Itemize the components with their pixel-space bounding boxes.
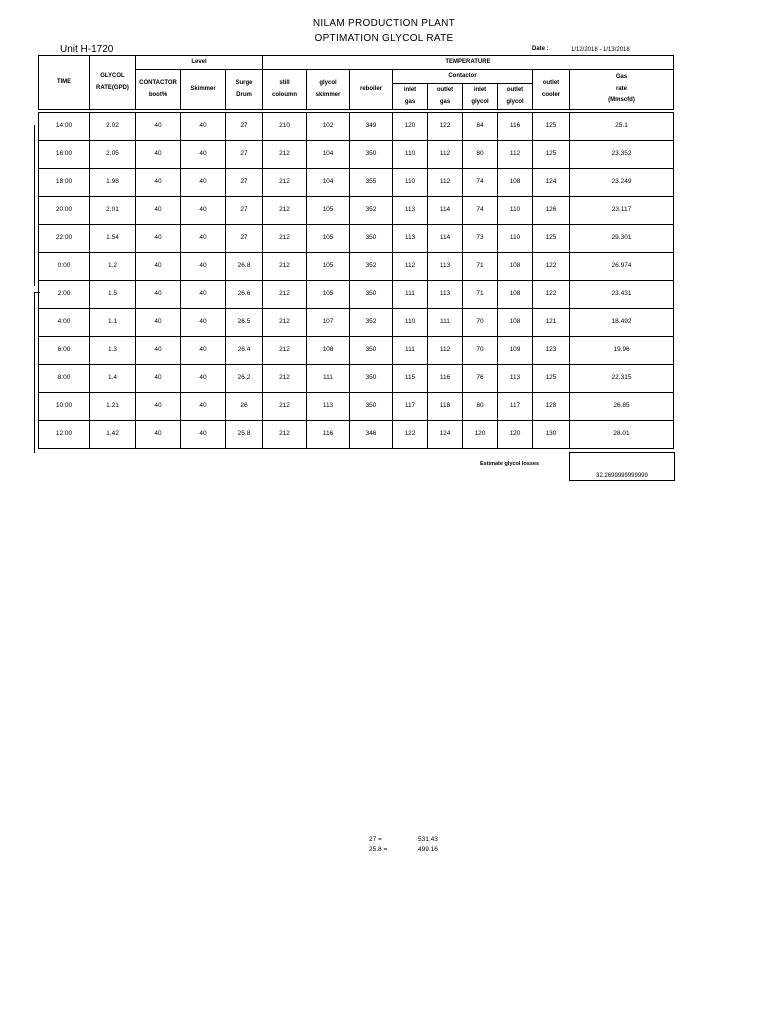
cell-outlet-gas: 112: [428, 337, 463, 365]
cell-glycol-skimmer: 104: [307, 169, 350, 197]
cell-glycol-skimmer: 105: [307, 281, 350, 309]
cell-reboiler: 346: [350, 421, 393, 449]
cell-gas-rate: 23.117: [570, 197, 674, 225]
cell-reboiler: 350: [350, 337, 393, 365]
cell-gas-rate: 29.301: [570, 225, 674, 253]
header-contactor-line1: CONTACTOR: [139, 80, 177, 87]
header-still-line2: coloumn: [272, 91, 297, 98]
cell-inlet-glycol: 80: [463, 141, 498, 169]
header-surge-line1: Surge: [235, 80, 253, 87]
cell-outlet-glycol: 112: [498, 141, 533, 169]
cell-outlet-gas: 111: [428, 309, 463, 337]
cell-outlet-gas: 124: [428, 421, 463, 449]
cell-outlet-gas: 112: [428, 169, 463, 197]
left-bracket-lower: [34, 292, 35, 453]
cell-reboiler: 350: [350, 141, 393, 169]
cell-contactor-boot: 40: [136, 281, 181, 309]
cell-reboiler: 350: [350, 393, 393, 421]
cell-time: 22:00: [39, 225, 90, 253]
cell-glycol-skimmer: 108: [307, 337, 350, 365]
cell-surge-drum: 26.6: [226, 281, 263, 309]
unit-label: Unit H-1720: [60, 44, 114, 55]
cell-contactor-boot: 40: [136, 253, 181, 281]
cell-reboiler: 350: [350, 225, 393, 253]
cell-glycol-rate: 1.98: [90, 169, 136, 197]
glycol-loss-box: [569, 452, 675, 481]
table-row: [39, 197, 674, 225]
header-gas-line3: (Mmscfd): [608, 97, 635, 104]
cell-inlet-gas: 120: [393, 113, 428, 141]
calc-value-1: 531.43: [418, 836, 438, 843]
cell-time: 2:00: [39, 281, 90, 309]
cell-contactor-boot: 40: [136, 225, 181, 253]
header-outlet-gas: [428, 84, 463, 110]
cell-inlet-glycol: 71: [463, 253, 498, 281]
cell-inlet-gas: 111: [393, 337, 428, 365]
cell-inlet-gas: 115: [393, 365, 428, 393]
header-gas-rate: [570, 70, 674, 110]
header-contactor-line2: boot%: [148, 91, 168, 98]
cell-glycol-rate: 1.3: [90, 337, 136, 365]
calc-value-2: 499.16: [418, 846, 438, 853]
date-value: 1/12/2018 - 1/13/2018: [571, 47, 630, 53]
cell-still-column: 212: [263, 197, 307, 225]
cell-outlet-glycol: 108: [498, 309, 533, 337]
header-outglycol-line2: glycol: [506, 98, 524, 105]
cell-still-column: 212: [263, 365, 307, 393]
cell-glycol-rate: 2.01: [90, 197, 136, 225]
header-surge-line2: Drum: [236, 91, 252, 98]
cell-reboiler: 355: [350, 169, 393, 197]
cell-inlet-gas: 113: [393, 225, 428, 253]
cell-skimmer: 40: [181, 197, 226, 225]
cell-reboiler: 350: [350, 281, 393, 309]
cell-time: 4:00: [39, 309, 90, 337]
cell-glycol-skimmer: 113: [307, 393, 350, 421]
cell-still-column: 212: [263, 421, 307, 449]
cell-outlet-glycol: 120: [498, 421, 533, 449]
table-row: [39, 309, 674, 337]
cell-gas-rate: 26.85: [570, 393, 674, 421]
cell-surge-drum: 27: [226, 225, 263, 253]
cell-inlet-glycol: 74: [463, 169, 498, 197]
cell-outlet-cooler: 122: [533, 253, 570, 281]
cell-surge-drum: 25.8: [226, 421, 263, 449]
cell-surge-drum: 26.2: [226, 365, 263, 393]
cell-skimmer: 40: [181, 253, 226, 281]
cell-glycol-rate: 1.1: [90, 309, 136, 337]
cell-outlet-cooler: 128: [533, 393, 570, 421]
cell-time: 16:00: [39, 141, 90, 169]
cell-inlet-gas: 117: [393, 393, 428, 421]
cell-outlet-glycol: 110: [498, 225, 533, 253]
cell-outlet-glycol: 109: [498, 337, 533, 365]
cell-skimmer: 40: [181, 169, 226, 197]
cell-glycol-rate: 1.5: [90, 281, 136, 309]
cell-surge-drum: 26.8: [226, 253, 263, 281]
glycol-loss-label: Estimate glycol losses: [480, 461, 539, 467]
cell-skimmer: 40: [181, 113, 226, 141]
cell-time: 0:00: [39, 253, 90, 281]
cell-still-column: 212: [263, 393, 307, 421]
cell-skimmer: 40: [181, 225, 226, 253]
cell-inlet-glycol: 76: [463, 365, 498, 393]
cell-inlet-gas: 112: [393, 253, 428, 281]
cell-outlet-gas: 122: [428, 113, 463, 141]
cell-inlet-glycol: 74: [463, 197, 498, 225]
header-gas-line1: Gas: [615, 74, 628, 81]
cell-gas-rate: 28.01: [570, 421, 674, 449]
cell-time: 14:00: [39, 113, 90, 141]
cell-skimmer: 40: [181, 421, 226, 449]
cell-reboiler: 350: [350, 365, 393, 393]
cell-glycol-skimmer: 105: [307, 197, 350, 225]
cell-skimmer: 40: [181, 309, 226, 337]
cell-outlet-cooler: 125: [533, 225, 570, 253]
cell-reboiler: 352: [350, 197, 393, 225]
table-row: [39, 253, 674, 281]
cell-reboiler: 349: [350, 113, 393, 141]
cell-outlet-glycol: 108: [498, 253, 533, 281]
cell-inlet-gas: 110: [393, 141, 428, 169]
cell-inlet-glycol: 80: [463, 393, 498, 421]
cell-contactor-boot: 40: [136, 421, 181, 449]
cell-glycol-skimmer: 111: [307, 365, 350, 393]
cell-surge-drum: 26.5: [226, 309, 263, 337]
header-outglycol-line1: outlet: [506, 87, 524, 94]
cell-gas-rate: 19.96: [570, 337, 674, 365]
cell-inlet-glycol: 120: [463, 421, 498, 449]
table-row: [39, 225, 674, 253]
cell-outlet-gas: 116: [428, 365, 463, 393]
cell-glycol-skimmer: 105: [307, 225, 350, 253]
table-row: [39, 281, 674, 309]
cell-glycol-skimmer: 107: [307, 309, 350, 337]
cell-time: 18:00: [39, 169, 90, 197]
header-cooler-line2: cooler: [541, 91, 560, 98]
header-outgas-line1: outlet: [436, 87, 454, 94]
cell-contactor-boot: 40: [136, 169, 181, 197]
cell-contactor-boot: 40: [136, 113, 181, 141]
cell-gas-rate: 25.1: [570, 113, 674, 141]
cell-glycol-rate: 1.42: [90, 421, 136, 449]
cell-still-column: 210: [263, 113, 307, 141]
left-bracket-upper: [34, 125, 35, 286]
table-header: [39, 56, 674, 113]
cell-inlet-glycol: 73: [463, 225, 498, 253]
cell-time: 8:00: [39, 365, 90, 393]
cell-outlet-cooler: 125: [533, 365, 570, 393]
header-outlet-cooler: [533, 70, 570, 110]
cell-time: 20:00: [39, 197, 90, 225]
header-gskim-line2: skimmer: [315, 91, 341, 98]
cell-glycol-rate: 2.02: [90, 113, 136, 141]
cell-gas-rate: 23.352: [570, 141, 674, 169]
cell-surge-drum: 27: [226, 169, 263, 197]
cell-still-column: 212: [263, 141, 307, 169]
cell-inlet-glycol: 84: [463, 113, 498, 141]
table-body: [39, 113, 674, 449]
cell-reboiler: 352: [350, 309, 393, 337]
cell-gas-rate: 18.492: [570, 309, 674, 337]
cell-time: 6:00: [39, 337, 90, 365]
header-skimmer: Skimmer: [181, 70, 226, 110]
glycol-rate-table: [38, 55, 674, 449]
cell-glycol-rate: 1.54: [90, 225, 136, 253]
cell-contactor-boot: 40: [136, 393, 181, 421]
cell-surge-drum: 26: [226, 393, 263, 421]
cell-outlet-glycol: 108: [498, 281, 533, 309]
cell-glycol-rate: 1.2: [90, 253, 136, 281]
header-outlet-glycol: [498, 84, 533, 110]
cell-inlet-gas: 113: [393, 197, 428, 225]
cell-still-column: 212: [263, 309, 307, 337]
cell-skimmer: 40: [181, 141, 226, 169]
cell-outlet-gas: 112: [428, 141, 463, 169]
cell-time: 12:00: [39, 421, 90, 449]
cell-outlet-cooler: 121: [533, 309, 570, 337]
cell-still-column: 212: [263, 253, 307, 281]
cell-outlet-gas: 113: [428, 253, 463, 281]
cell-inlet-glycol: 71: [463, 281, 498, 309]
cell-inlet-gas: 110: [393, 309, 428, 337]
cell-surge-drum: 27: [226, 197, 263, 225]
cell-skimmer: 40: [181, 281, 226, 309]
glycol-loss-value: 32.2699999999999: [596, 473, 648, 479]
cell-glycol-rate: 1.21: [90, 393, 136, 421]
cell-skimmer: 40: [181, 393, 226, 421]
header-still-line1: still: [279, 80, 290, 87]
cell-glycol-rate: 1.4: [90, 365, 136, 393]
cell-gas-rate: 23.249: [570, 169, 674, 197]
header-glycol-rate: [90, 56, 136, 110]
table-row: [39, 169, 674, 197]
cell-still-column: 212: [263, 225, 307, 253]
header-inlet-glycol: [463, 84, 498, 110]
header-level: Level: [136, 56, 263, 70]
cell-still-column: 212: [263, 169, 307, 197]
cell-surge-drum: 27: [226, 113, 263, 141]
cell-outlet-gas: 114: [428, 197, 463, 225]
cell-contactor-boot: 40: [136, 197, 181, 225]
glycol-loss-row: [38, 452, 674, 480]
header-contactor-boot: [136, 70, 181, 110]
cell-contactor-boot: 40: [136, 309, 181, 337]
cell-surge-drum: 26.4: [226, 337, 263, 365]
header-ingas-line1: inlet: [403, 87, 417, 94]
header-glycol-line2: RATE(GPD): [96, 84, 129, 91]
cell-inlet-gas: 110: [393, 169, 428, 197]
header-inglycol-line1: inlet: [473, 87, 487, 94]
cell-outlet-cooler: 125: [533, 113, 570, 141]
calc-key-1: 27 =: [369, 836, 382, 843]
cell-contactor-boot: 40: [136, 365, 181, 393]
header-contactor: Contactor: [393, 70, 533, 84]
cell-still-column: 212: [263, 337, 307, 365]
header-cooler-line1: outlet: [542, 80, 560, 87]
cell-surge-drum: 27: [226, 141, 263, 169]
cell-glycol-skimmer: 102: [307, 113, 350, 141]
table-row: [39, 113, 674, 141]
cell-glycol-rate: 2.05: [90, 141, 136, 169]
header-glycol-line1: GLYCOL: [100, 73, 125, 80]
header-inglycol-line2: glycol: [471, 98, 489, 105]
plant-title: NILAM PRODUCTION PLANT: [312, 18, 456, 29]
table-row: [39, 141, 674, 169]
cell-outlet-glycol: 116: [498, 113, 533, 141]
cell-outlet-glycol: 108: [498, 169, 533, 197]
table-row: [39, 365, 674, 393]
cell-contactor-boot: 40: [136, 337, 181, 365]
cell-inlet-gas: 111: [393, 281, 428, 309]
cell-outlet-gas: 114: [428, 225, 463, 253]
cell-reboiler: 352: [350, 253, 393, 281]
cell-outlet-cooler: 125: [533, 141, 570, 169]
header-still-column: [263, 70, 307, 110]
date-label: Date :: [532, 46, 549, 52]
cell-outlet-cooler: 123: [533, 337, 570, 365]
cell-gas-rate: 26.974: [570, 253, 674, 281]
cell-outlet-glycol: 110: [498, 197, 533, 225]
cell-skimmer: 40: [181, 365, 226, 393]
cell-glycol-skimmer: 105: [307, 253, 350, 281]
header-glycol-skimmer: [307, 70, 350, 110]
cell-outlet-cooler: 122: [533, 281, 570, 309]
cell-outlet-glycol: 113: [498, 365, 533, 393]
cell-contactor-boot: 40: [136, 141, 181, 169]
cell-outlet-cooler: 124: [533, 169, 570, 197]
cell-inlet-gas: 122: [393, 421, 428, 449]
cell-skimmer: 40: [181, 337, 226, 365]
cell-glycol-skimmer: 116: [307, 421, 350, 449]
header-gskim-line1: glycol: [319, 80, 337, 87]
header-surge-drum: [226, 70, 263, 110]
cell-outlet-gas: 113: [428, 281, 463, 309]
cell-outlet-cooler: 126: [533, 197, 570, 225]
table-row: [39, 393, 674, 421]
cell-glycol-skimmer: 104: [307, 141, 350, 169]
table-row: [39, 337, 674, 365]
report-title: OPTIMATION GLYCOL RATE: [314, 33, 454, 44]
cell-inlet-glycol: 70: [463, 309, 498, 337]
cell-inlet-glycol: 70: [463, 337, 498, 365]
header-outgas-line2: gas: [439, 98, 451, 105]
header-reboiler: reboiler: [350, 70, 393, 110]
cell-gas-rate: 22.315: [570, 365, 674, 393]
table-row: [39, 421, 674, 449]
header-ingas-line2: gas: [404, 98, 416, 105]
header-time: TIME: [39, 56, 90, 110]
header-inlet-gas: [393, 84, 428, 110]
cell-still-column: 212: [263, 281, 307, 309]
cell-outlet-cooler: 130: [533, 421, 570, 449]
header-temperature: TEMPERATURE: [263, 56, 674, 70]
calc-key-2: 25.8 =: [369, 846, 388, 853]
cell-time: 10:00: [39, 393, 90, 421]
header-gas-line2: rate: [615, 85, 627, 92]
cell-outlet-gas: 118: [428, 393, 463, 421]
cell-outlet-glycol: 117: [498, 393, 533, 421]
cell-gas-rate: 23.431: [570, 281, 674, 309]
left-bracket-tick: [34, 292, 40, 293]
